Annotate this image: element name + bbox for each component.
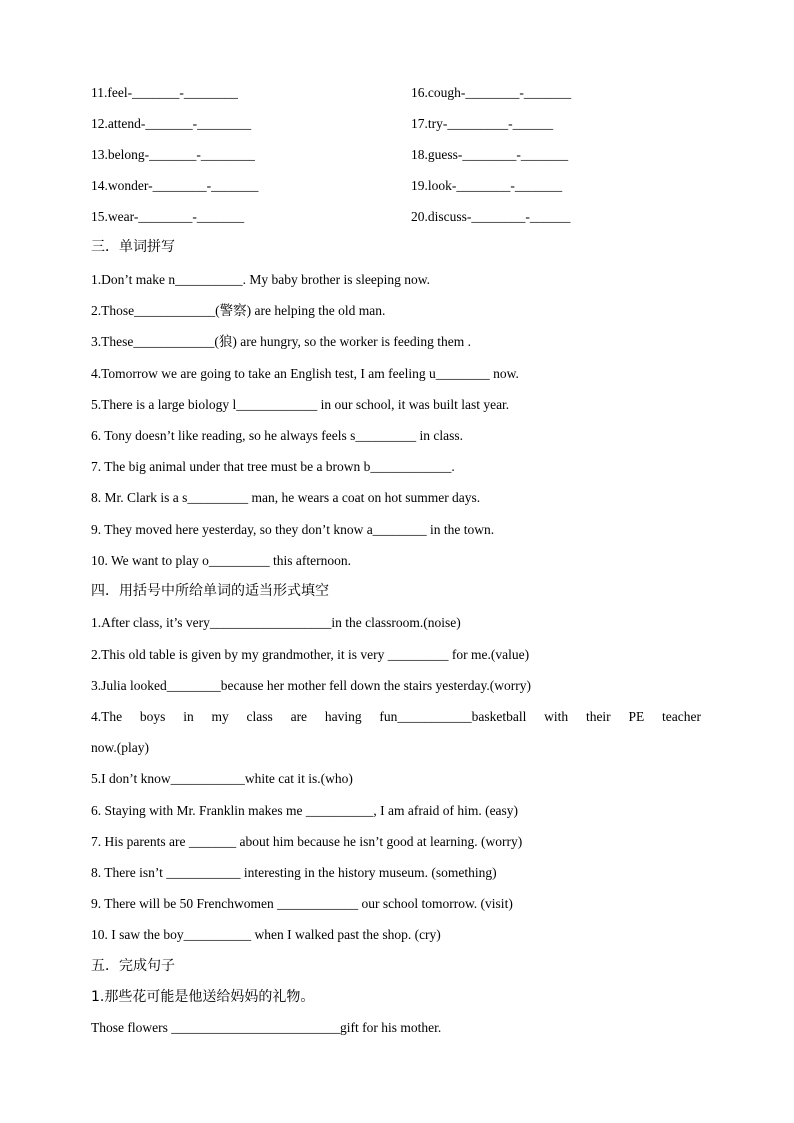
word-form-item: 2.This old table is given by my grandmother, it is very _________ for me.(value) xyxy=(91,647,530,662)
verb-item-17: 17.try-_________-______ xyxy=(411,116,554,131)
word-form-item: 6. Staying with Mr. Franklin makes me __________, I am afraid of him. (easy) xyxy=(91,803,519,818)
spelling-item: 6. Tony doesn’t like reading, so he always feels s_________ in class. xyxy=(91,428,463,443)
spelling-item: 8. Mr. Clark is a s_________ man, he wears a coat on hot summer days. xyxy=(91,490,481,505)
word-form-item: 4.The boys in my class are having fun___________basketball with their PE teacher xyxy=(91,709,701,724)
word-form-item: 1.After class, it’s very__________________in the classroom.(noise) xyxy=(91,615,461,630)
spelling-item: 3.These____________(狼) are hungry, so the worker is feeding them . xyxy=(91,334,472,349)
word-form-item: 7. His parents are _______ about him because he isn’t good at learning. (worry) xyxy=(91,834,523,849)
verb-item-15: 15.wear-________-_______ xyxy=(91,209,245,224)
spelling-item: 5.There is a large biology l____________ in our school, it was built last year. xyxy=(91,397,510,412)
word-form-item-continuation: now.(play) xyxy=(91,740,149,755)
word-form-item: 9. There will be 50 Frenchwomen ____________ our school tomorrow. (visit) xyxy=(91,896,513,911)
verb-item-19: 19.look-________-_______ xyxy=(411,178,563,193)
verb-item-11: 11.feel-_______-________ xyxy=(91,85,238,100)
spelling-item: 2.Those____________(警察) are helping the old man. xyxy=(91,303,386,318)
word-form-item: 5.I don’t know___________white cat it is.(who) xyxy=(91,771,353,786)
spelling-item: 1.Don’t make n__________. My baby brother is sleeping now. xyxy=(91,272,430,287)
section-heading-word-forms: 四．用括号中所给单词的适当形式填空 xyxy=(91,583,329,599)
sentence-completion-line: Those flowers _________________________gift for his mother. xyxy=(91,1020,442,1035)
spelling-item: 9. They moved here yesterday, so they don’t know a________ in the town. xyxy=(91,522,495,537)
verb-item-20: 20.discuss-________-______ xyxy=(411,209,571,224)
word-form-item: 10. I saw the boy__________ when I walked past the shop. (cry) xyxy=(91,927,441,942)
section-heading-spelling: 三．单词拼写 xyxy=(91,239,175,255)
spelling-item: 4.Tomorrow we are going to take an English test, I am feeling u________ now. xyxy=(91,366,519,381)
sentence-prompt-chinese: 1.那些花可能是他送给妈妈的礼物。 xyxy=(91,989,315,1005)
word-form-item: 8. There isn’t ___________ interesting in the history museum. (something) xyxy=(91,865,497,880)
spelling-item: 7. The big animal under that tree must be a brown b____________. xyxy=(91,459,455,474)
section-heading-complete-sentences: 五．完成句子 xyxy=(91,958,175,974)
verb-item-18: 18.guess-________-_______ xyxy=(411,147,569,162)
spelling-item: 10. We want to play o_________ this afternoon. xyxy=(91,553,352,568)
verb-item-14: 14.wonder-________-_______ xyxy=(91,178,259,193)
verb-item-12: 12.attend-_______-________ xyxy=(91,116,252,131)
verb-item-16: 16.cough-________-_______ xyxy=(411,85,572,100)
word-form-item: 3.Julia looked________because her mother fell down the stairs yesterday.(worry) xyxy=(91,678,531,693)
verb-item-13: 13.belong-_______-________ xyxy=(91,147,255,162)
